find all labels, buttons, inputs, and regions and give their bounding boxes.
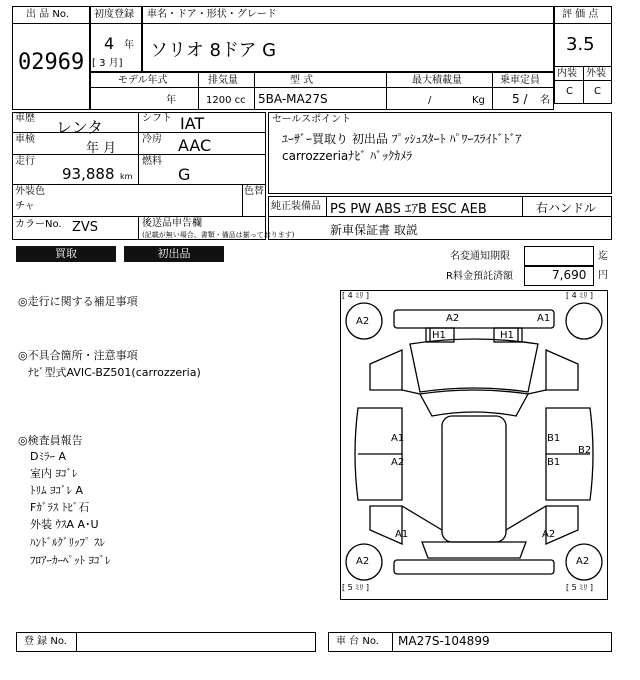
exterior-grade: C	[594, 86, 601, 97]
mileage-unit: km	[120, 172, 133, 181]
ac: AAC	[178, 136, 212, 155]
chassis-no: MA27S-104899	[398, 634, 490, 648]
damage-mark: B2	[578, 445, 592, 456]
displacement: 1200 cc	[206, 95, 246, 106]
tread-rear-left: [ 5 ﾐﾘ ]	[342, 583, 369, 592]
inspector-line: ﾌﾛｱｰｶｰﾍﾟｯﾄ ﾖｺﾞﾚ	[30, 554, 111, 567]
warranty: 新車保証書 取説	[330, 223, 418, 237]
inspector-line: ﾊﾝﾄﾞﾙｸﾞﾘｯﾌﾟ ｽﾚ	[30, 536, 105, 549]
fuel-label: 燃料	[142, 156, 162, 167]
steering: 右ハンドル	[536, 201, 597, 215]
windshield	[420, 390, 528, 416]
driving-notes-title: ◎走行に関する補足事項	[18, 295, 138, 308]
inspection: 年 月	[86, 141, 117, 156]
first-listing-badge: 初出品	[124, 246, 224, 262]
damage-mark: H1	[432, 330, 446, 341]
capacity-label: 乗車定員	[500, 75, 540, 86]
damage-mark: A1	[395, 529, 409, 540]
grade-value: 3.5	[566, 34, 595, 55]
type-value: 5BA-MA27S	[258, 92, 328, 106]
color-label: 外装色	[15, 186, 45, 197]
reg-year-unit: 年	[124, 40, 134, 51]
damage-mark: A2	[391, 457, 405, 468]
recall-label: 名変通知期限	[450, 251, 510, 262]
damage-mark: A1	[537, 313, 551, 324]
ac-label: 冷房	[142, 134, 162, 145]
damage-mark: A2	[576, 556, 590, 567]
inspector-line: ﾄﾘﾑ ﾖｺﾞﾚ A	[30, 484, 84, 497]
reg-label: 初度登録	[94, 9, 134, 20]
load-unit: Kg	[472, 95, 485, 106]
car-diagram	[340, 290, 608, 600]
tread-rear-right: [ 5 ﾐﾘ ]	[566, 583, 593, 592]
recall-suffix: 迄	[598, 251, 608, 262]
color-change-label: 色替	[244, 186, 264, 197]
color-no-label: カラーNo.	[15, 219, 62, 230]
damage-mark: B1	[547, 433, 561, 444]
interior-label: 内装	[557, 68, 577, 79]
history-label: 車歴	[15, 113, 35, 124]
hood	[410, 339, 538, 392]
recycle-unit: 円	[598, 270, 608, 281]
chassis-label: 車 台 No.	[336, 636, 379, 647]
color-no: ZVS	[72, 220, 99, 235]
damage-mark: A2	[356, 556, 370, 567]
sales-point-line1: ﾕｰｻﾞｰ買取り 初出品 ﾌﾟｯｼｭｽﾀｰﾄ ﾊﾟﾜｰｽﾗｲﾄﾞﾄﾞｱ	[282, 132, 522, 146]
mileage: 93,888	[62, 165, 115, 183]
capacity-value: 5 /	[512, 92, 528, 106]
reg-no-label: 登 録 No.	[24, 636, 67, 647]
mileage-label: 走行	[15, 156, 35, 167]
inspector-line: 外装 ｳｽA A･U	[30, 518, 99, 531]
shift-label: シフト	[142, 113, 172, 124]
equipment-label: 純正装備品	[271, 201, 321, 212]
damage-mark: A2	[356, 316, 370, 327]
defect-notes-title: ◎不具合箇所・注意事項	[18, 349, 138, 362]
capacity-unit: 名	[540, 95, 550, 106]
car-name-label: 車名・ドア・形状・グレード	[147, 9, 277, 20]
wheel-front-right	[566, 303, 602, 339]
docs-label: 後送品申告欄	[142, 218, 202, 229]
fuel: G	[178, 165, 191, 184]
buy-badge: 買取	[16, 246, 116, 262]
load-label: 最大積載量	[412, 75, 462, 86]
lot-no-label: 出 品 No.	[26, 9, 69, 20]
damage-mark: A1	[391, 433, 405, 444]
shift: IAT	[180, 114, 205, 133]
color: チャ	[15, 201, 35, 212]
damage-mark: B1	[547, 457, 561, 468]
inspector-line: 室内 ﾖｺﾞﾚ	[30, 467, 78, 480]
tread-front-right: [ 4 ﾐﾘ ]	[566, 291, 593, 300]
recycle-value: 7,690	[552, 268, 587, 282]
sales-point-label: セールスポイント	[272, 114, 352, 125]
displacement-label: 排気量	[208, 75, 238, 86]
inspector-line: Dﾐﾗｰ A	[30, 450, 66, 463]
car-name: ソリオ 8ドア G	[150, 40, 277, 61]
defect-line: ﾅﾋﾞ型式AVIC-BZ501(carrozzeria)	[28, 366, 201, 379]
tread-front-left: [ 4 ﾐﾘ ]	[342, 291, 369, 300]
damage-mark: H1	[500, 330, 514, 341]
model-year-unit: 年	[166, 95, 176, 106]
damage-mark: A2	[446, 313, 460, 324]
recall-box	[524, 246, 594, 266]
inspector-line: Fｶﾞﾗｽ ﾄﾋﾞ石	[30, 501, 90, 514]
grade-label: 評 価 点	[562, 9, 599, 20]
inspection-label: 車検	[15, 134, 35, 145]
damage-mark: A2	[542, 529, 556, 540]
rear-bumper	[394, 560, 554, 574]
reg-year: 4	[104, 34, 115, 53]
load-value: /	[428, 95, 432, 106]
front-bumper	[394, 310, 554, 328]
recycle-label: R料金預託済額	[446, 271, 513, 282]
sales-point-line2: carrozzeriaﾅﾋﾞ ﾊﾞｯｸｶﾒﾗ	[282, 149, 413, 163]
lot-no: 02969	[18, 50, 85, 75]
inspector-title: ◎検査員報告	[18, 434, 83, 447]
docs-note: (記載が無い場合、書類・備品は揃っております)	[142, 231, 295, 239]
model-year-label: モデル年式	[118, 75, 168, 86]
roof	[442, 416, 506, 542]
interior-grade: C	[566, 86, 573, 97]
equipment-value: PS PW ABS ｴｱB ESC AEB	[330, 202, 487, 217]
type-label: 型 式	[290, 75, 314, 86]
exterior-label: 外装	[586, 68, 606, 79]
history: レンタ	[56, 118, 103, 137]
reg-month: [ 3 月]	[92, 58, 123, 69]
